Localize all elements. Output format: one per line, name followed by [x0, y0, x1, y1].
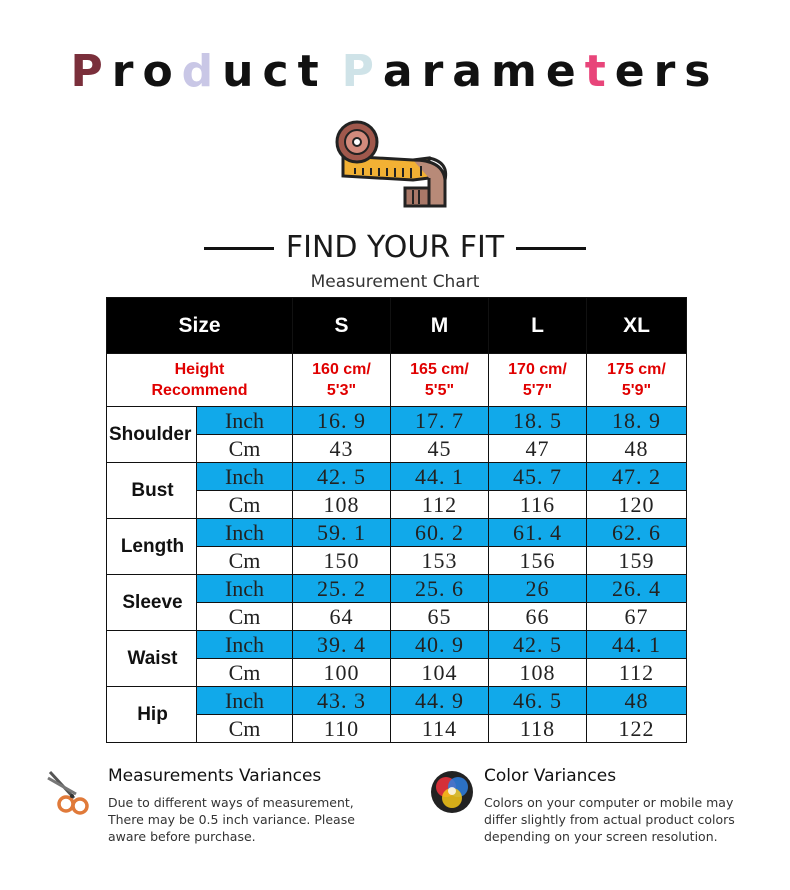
title-letter: a: [452, 46, 491, 97]
size-header-cell: S: [293, 298, 391, 354]
note-line: Due to different ways of measurement,: [108, 795, 354, 810]
cm-value-cell: 116: [489, 491, 587, 519]
inch-value-cell: 43. 3: [293, 687, 391, 715]
inch-value-cell: 44. 9: [391, 687, 489, 715]
inch-value-cell: 26: [489, 575, 587, 603]
page-title: [0, 44, 790, 100]
size-header-label: Size: [107, 298, 293, 354]
unit-cm: Cm: [197, 547, 293, 575]
title-letter: r: [111, 46, 143, 97]
inch-value-cell: 16. 9: [293, 407, 391, 435]
inch-value-cell: 44. 1: [391, 463, 489, 491]
cm-value-cell: 114: [391, 715, 489, 743]
size-header-row: [107, 298, 687, 354]
inch-value-cell: 60. 2: [391, 519, 489, 547]
title-letter: r: [653, 46, 685, 97]
chart-subtitle: Measurement Chart: [310, 272, 480, 292]
height-cell: [391, 354, 489, 407]
title-letter: a: [382, 46, 422, 97]
unit-inch: Inch: [197, 407, 293, 435]
title-letter: c: [262, 46, 298, 97]
inch-value-cell: 44. 1: [587, 631, 687, 659]
inch-value-cell: 46. 5: [489, 687, 587, 715]
color-variances-title: Color Variances: [484, 766, 617, 786]
inch-value-cell: 42. 5: [489, 631, 587, 659]
cm-value-cell: 66: [489, 603, 587, 631]
heading-rule-right: [516, 247, 586, 250]
cm-value-cell: 48: [587, 435, 687, 463]
note-line: There may be 0.5 inch variance. Please: [108, 812, 355, 827]
unit-inch: Inch: [197, 631, 293, 659]
height-recommend-label: [107, 354, 293, 407]
inch-value-cell: 61. 4: [489, 519, 587, 547]
measure-row-inch: [107, 407, 687, 435]
inch-value-cell: 17. 7: [391, 407, 489, 435]
cm-value-cell: 100: [293, 659, 391, 687]
measurement-variances-title: Measurements Variances: [108, 766, 322, 786]
cm-value-cell: 150: [293, 547, 391, 575]
heading-rule-left: [204, 247, 274, 250]
measure-row-inch: [107, 519, 687, 547]
cm-value-cell: 112: [391, 491, 489, 519]
color-variances-text: [484, 794, 774, 845]
height-cell: [293, 354, 391, 407]
height-cell: [489, 354, 587, 407]
title-letter: t: [297, 46, 328, 97]
measuring-tape-icon: [333, 118, 453, 218]
size-header-cell: L: [489, 298, 587, 354]
cm-value-cell: 64: [293, 603, 391, 631]
unit-inch: Inch: [197, 463, 293, 491]
cm-value-cell: 108: [489, 659, 587, 687]
cm-value-cell: 156: [489, 547, 587, 575]
unit-cm: Cm: [197, 603, 293, 631]
height-ft: 5'9": [621, 382, 652, 399]
title-letter: e: [614, 46, 654, 97]
note-line: depending on your screen resolution.: [484, 829, 718, 844]
height-cm: 165 cm/: [410, 361, 469, 378]
heading-text: FIND YOUR FIT: [285, 230, 505, 265]
unit-cm: Cm: [197, 715, 293, 743]
inch-value-cell: 18. 9: [587, 407, 687, 435]
cm-value-cell: 67: [587, 603, 687, 631]
height-cm: 160 cm/: [312, 361, 371, 378]
inch-value-cell: 26. 4: [587, 575, 687, 603]
rgb-circles-icon: [430, 770, 474, 814]
inch-value-cell: 62. 6: [587, 519, 687, 547]
measure-label: Hip: [107, 687, 197, 743]
inch-value-cell: 47. 2: [587, 463, 687, 491]
inch-value-cell: 42. 5: [293, 463, 391, 491]
measure-row-inch: [107, 631, 687, 659]
unit-cm: Cm: [197, 435, 293, 463]
inch-value-cell: 25. 6: [391, 575, 489, 603]
note-line: differ slightly from actual product colors: [484, 812, 735, 827]
measure-row-inch: [107, 463, 687, 491]
inch-value-cell: 25. 2: [293, 575, 391, 603]
scissors-icon: [44, 768, 94, 816]
title-letter: d: [181, 46, 223, 97]
find-your-fit-heading: [0, 228, 790, 268]
note-line: aware before purchase.: [108, 829, 256, 844]
height-label-line1: Height: [174, 361, 225, 378]
inch-value-cell: 45. 7: [489, 463, 587, 491]
title-letter: u: [222, 46, 263, 97]
cm-value-cell: 153: [391, 547, 489, 575]
height-ft: 5'5": [424, 382, 455, 399]
measure-label: Waist: [107, 631, 197, 687]
title-letter: o: [142, 46, 182, 97]
height-label-line2: Recommend: [151, 382, 248, 399]
unit-inch: Inch: [197, 575, 293, 603]
title-letter: e: [545, 46, 585, 97]
height-cm: 175 cm/: [607, 361, 666, 378]
title-letter: t: [584, 46, 615, 97]
height-ft: 5'3": [326, 382, 357, 399]
cm-value-cell: 122: [587, 715, 687, 743]
measure-label: Length: [107, 519, 197, 575]
height-cm: 170 cm/: [508, 361, 567, 378]
cm-value-cell: 108: [293, 491, 391, 519]
measurement-variances-note: [108, 766, 388, 845]
unit-inch: Inch: [197, 519, 293, 547]
title-letter: P: [341, 46, 383, 97]
cm-value-cell: 45: [391, 435, 489, 463]
inch-value-cell: 18. 5: [489, 407, 587, 435]
size-header-cell: M: [391, 298, 489, 354]
inch-value-cell: 59. 1: [293, 519, 391, 547]
cm-value-cell: 104: [391, 659, 489, 687]
inch-value-cell: 39. 4: [293, 631, 391, 659]
measure-label: Bust: [107, 463, 197, 519]
unit-inch: Inch: [197, 687, 293, 715]
title-letter: s: [684, 46, 720, 97]
cm-value-cell: 118: [489, 715, 587, 743]
title-letter: r: [421, 46, 453, 97]
height-cell: [587, 354, 687, 407]
size-chart-table: [106, 297, 687, 743]
cm-value-cell: 159: [587, 547, 687, 575]
title-letter: P: [70, 46, 112, 97]
title-letter: m: [491, 46, 546, 97]
cm-value-cell: 120: [587, 491, 687, 519]
measurement-variances-text: [108, 794, 388, 845]
measure-label: Sleeve: [107, 575, 197, 631]
unit-cm: Cm: [197, 491, 293, 519]
size-header-cell: XL: [587, 298, 687, 354]
cm-value-cell: 43: [293, 435, 391, 463]
unit-cm: Cm: [197, 659, 293, 687]
measure-row-inch: [107, 687, 687, 715]
cm-value-cell: 65: [391, 603, 489, 631]
note-line: Colors on your computer or mobile may: [484, 795, 734, 810]
inch-value-cell: 40. 9: [391, 631, 489, 659]
color-variances-note: [484, 766, 774, 845]
height-ft: 5'7": [522, 382, 553, 399]
measure-row-inch: [107, 575, 687, 603]
cm-value-cell: 110: [293, 715, 391, 743]
inch-value-cell: 48: [587, 687, 687, 715]
measure-label: Shoulder: [107, 407, 197, 463]
height-recommend-row: [107, 354, 687, 407]
cm-value-cell: 112: [587, 659, 687, 687]
cm-value-cell: 47: [489, 435, 587, 463]
